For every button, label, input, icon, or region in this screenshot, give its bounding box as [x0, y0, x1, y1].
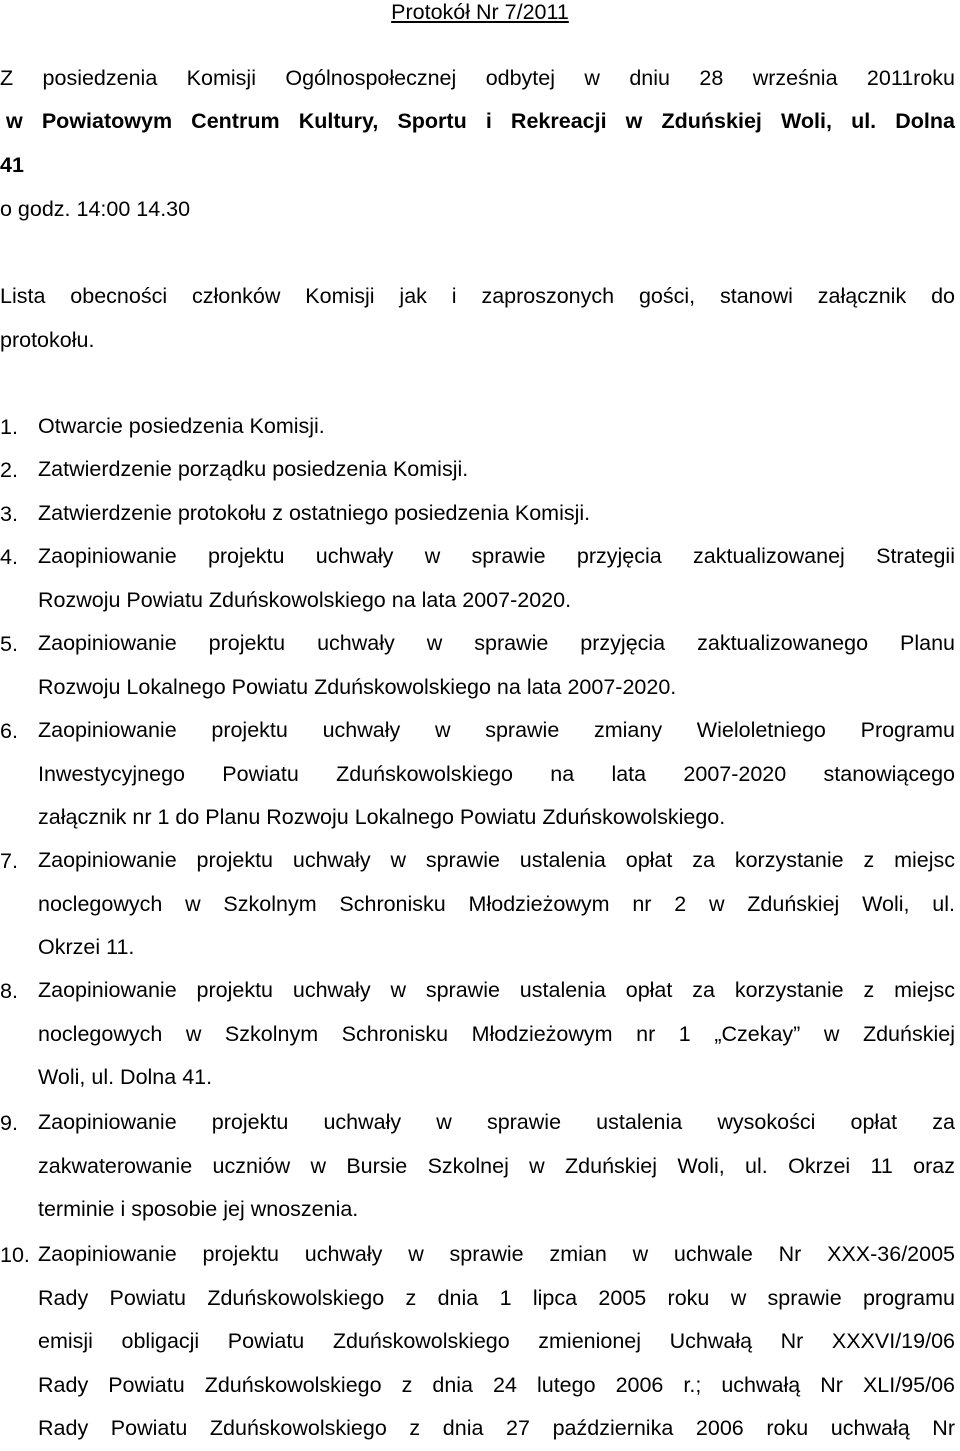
agenda-item-line: Otwarcie posiedzenia Komisji.	[38, 414, 325, 438]
agenda-item-line: terminie i sposobie jej wnoszenia.	[38, 1197, 359, 1222]
document-title: Protokół Nr 7/2011	[391, 0, 569, 24]
agenda-item-number: 1.	[0, 415, 18, 439]
agenda-item-number: 10.	[0, 1243, 30, 1267]
agenda-item-line: Zaopiniowanie projektu uchwały w sprawie ustalenia opłat za korzystanie z miejsc	[38, 978, 955, 1002]
agenda-item-text	[38, 405, 955, 449]
agenda-item-text	[38, 448, 955, 492]
agenda-item-line: Zatwierdzenie porządku posiedzenia Komisji.	[38, 457, 469, 481]
agenda-item-line: noclegowych w Szkolnym Schronisku Młodzieżowym nr 1 „Czekay” w Zduńskiej	[38, 1021, 955, 1046]
agenda-item-text	[38, 709, 955, 840]
agenda-item-line: Rady Powiatu Zduńskowolskiego z dnia 1 lipca 2005 roku w sprawie programu	[38, 1285, 955, 1310]
agenda-item-line: Zaopiniowanie projektu uchwały w sprawie przyjęcia zaktualizowanego Planu	[38, 631, 955, 655]
agenda-item-line: Zaopiniowanie projektu uchwały w sprawie zmian w uchwale Nr XXX-36/2005	[38, 1242, 955, 1266]
agenda-item-line: emisji obligacji Powiatu Zduńskowolskiego zmienionej Uchwałą Nr XXXVI/19/06	[38, 1329, 955, 1354]
agenda-item-number: 8.	[0, 979, 18, 1003]
agenda-item-number: 7.	[0, 849, 18, 873]
header-line: Z posiedzenia Komisji Ogólnospołecznej odbytej w dniu 28 września 2011roku	[0, 66, 955, 90]
agenda-item-number: 5.	[0, 632, 18, 656]
meeting-time: o godz. 14:00 14.30	[0, 197, 191, 221]
agenda-item-text	[38, 1101, 955, 1232]
agenda-item-line: Rady Powiatu Zduńskowolskiego z dnia 27 października 2006 roku uchwałą Nr	[38, 1416, 955, 1441]
agenda-item-number: 2.	[0, 458, 18, 482]
agenda-item-text	[38, 1233, 955, 1451]
attendance-note: protokołu.	[0, 328, 95, 352]
agenda-item-line: Zaopiniowanie projektu uchwały w sprawie ustalenia wysokości opłat za	[38, 1110, 955, 1134]
agenda-item-line: Woli, ul. Dolna 41.	[38, 1065, 213, 1090]
agenda-item-line: Zatwierdzenie protokołu z ostatniego posiedzenia Komisji.	[38, 501, 591, 525]
agenda-item-line: Rozwoju Lokalnego Powiatu Zduńskowolskiego na lata 2007-2020.	[38, 674, 677, 699]
agenda-item-line: Okrzei 11.	[38, 935, 135, 960]
header-line: w Powiatowym Centrum Kultury, Sportu i Rekreacji w Zduńskiej Woli, ul. Dolna	[6, 109, 955, 133]
agenda-item-number: 6.	[0, 719, 18, 743]
agenda-item-number: 9.	[0, 1111, 18, 1135]
agenda-item-line: Zaopiniowanie projektu uchwały w sprawie ustalenia opłat za korzystanie z miejsc	[38, 848, 955, 872]
agenda-item-text	[38, 535, 955, 622]
agenda-item-text	[38, 622, 955, 709]
agenda-item-text	[38, 839, 955, 970]
agenda-item-line: załącznik nr 1 do Planu Rozwoju Lokalnego Powiatu Zduńskowolskiego.	[38, 805, 726, 830]
attendance-note: Lista obecności członków Komisji jak i zaproszonych gości, stanowi załącznik do	[0, 284, 955, 308]
agenda-item-line: zakwaterowanie uczniów w Bursie Szkolnej w Zduńskiej Woli, ul. Okrzei 11 oraz	[38, 1153, 955, 1178]
agenda-item-line: Rady Powiatu Zduńskowolskiego z dnia 24 lutego 2006 r.; uchwałą Nr XLI/95/06	[38, 1372, 955, 1397]
agenda-item-line: Zaopiniowanie projektu uchwały w sprawie zmiany Wieloletniego Programu	[38, 718, 955, 742]
header-line: 41	[0, 153, 24, 177]
agenda-item-line: Rozwoju Powiatu Zduńskowolskiego na lata 2007-2020.	[38, 587, 572, 612]
agenda-item-line: noclegowych w Szkolnym Schronisku Młodzieżowym nr 2 w Zduńskiej Woli, ul.	[38, 891, 955, 916]
agenda-item-text	[38, 492, 955, 536]
agenda-item-number: 3.	[0, 502, 18, 526]
agenda-item-text	[38, 969, 955, 1100]
agenda-item-number: 4.	[0, 545, 18, 569]
agenda-item-line: Zaopiniowanie projektu uchwały w sprawie przyjęcia zaktualizowanej Strategii	[38, 544, 955, 568]
agenda-item-line: Inwestycyjnego Powiatu Zduńskowolskiego na lata 2007-2020 stanowiącego	[38, 761, 955, 786]
